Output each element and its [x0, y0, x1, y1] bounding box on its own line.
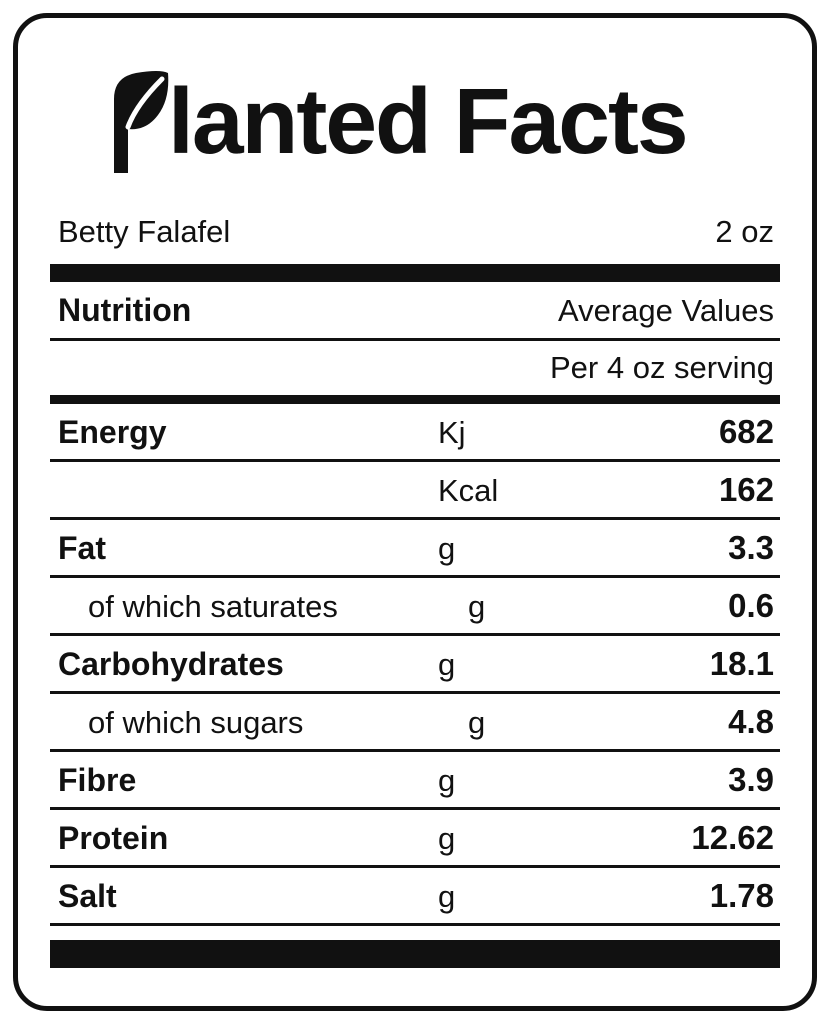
- table-row: [50, 694, 780, 749]
- page-title: lanted Facts: [168, 68, 687, 173]
- product-name: Betty Falafel: [58, 214, 231, 249]
- nutrient-name: Fibre: [58, 762, 137, 798]
- serving-label: Per 4 oz serving: [550, 350, 774, 385]
- table-row: [50, 810, 780, 865]
- nutrient-name: Energy: [58, 414, 167, 450]
- divider-thick-top: [50, 264, 780, 282]
- nutrient-unit: g: [438, 647, 456, 682]
- table-row: [50, 462, 780, 517]
- nutrient-name: Fat: [58, 530, 106, 566]
- nutrient-unit: g: [438, 531, 456, 566]
- table-row: [50, 520, 780, 575]
- nutrient-value: 3.3: [728, 529, 774, 566]
- nutrient-value: 1.78: [709, 877, 774, 914]
- table-row: [50, 868, 780, 923]
- nutrient-value: 12.62: [691, 819, 774, 856]
- nutrient-unit: g: [438, 879, 456, 914]
- nutrient-value: 0.6: [728, 587, 774, 624]
- nutrient-value: 682: [718, 413, 774, 450]
- serving-row: [50, 341, 780, 395]
- label-inner: [50, 46, 780, 986]
- nutrient-unit: g: [438, 821, 456, 856]
- nutrient-unit: Kcal: [438, 473, 499, 508]
- nutrient-value: 3.9: [728, 761, 774, 798]
- table-row: [50, 404, 780, 459]
- table-row: [50, 636, 780, 691]
- nutrient-name: Carbohydrates: [58, 646, 284, 682]
- nutrition-header-label: Nutrition: [58, 292, 192, 328]
- nutrient-unit: g: [438, 763, 456, 798]
- nutrition-label-card: [13, 13, 817, 1011]
- nutrient-table: [50, 404, 780, 926]
- product-size: 2 oz: [715, 214, 774, 249]
- nutrient-value: 4.8: [728, 703, 774, 740]
- table-row: [50, 578, 780, 633]
- divider-thin-last: [50, 923, 780, 926]
- leaf-icon: [102, 69, 172, 173]
- nutrient-unit: g: [468, 589, 486, 624]
- nutrient-name: of which saturates: [88, 589, 338, 624]
- nutrient-unit: Kj: [438, 415, 466, 450]
- brand-title-row: [50, 46, 780, 196]
- divider-footer-bar: [50, 940, 780, 968]
- average-values-label: Average Values: [557, 293, 774, 328]
- nutrition-header-row: [50, 282, 780, 338]
- product-row: [50, 196, 780, 260]
- table-row: [50, 752, 780, 807]
- divider-medium: [50, 395, 780, 404]
- nutrient-name: Salt: [58, 878, 117, 914]
- nutrient-name: Protein: [58, 820, 169, 856]
- nutrient-unit: g: [468, 705, 486, 740]
- nutrient-value: 162: [718, 471, 774, 508]
- nutrient-name: of which sugars: [88, 705, 304, 740]
- nutrient-value: 18.1: [709, 645, 774, 682]
